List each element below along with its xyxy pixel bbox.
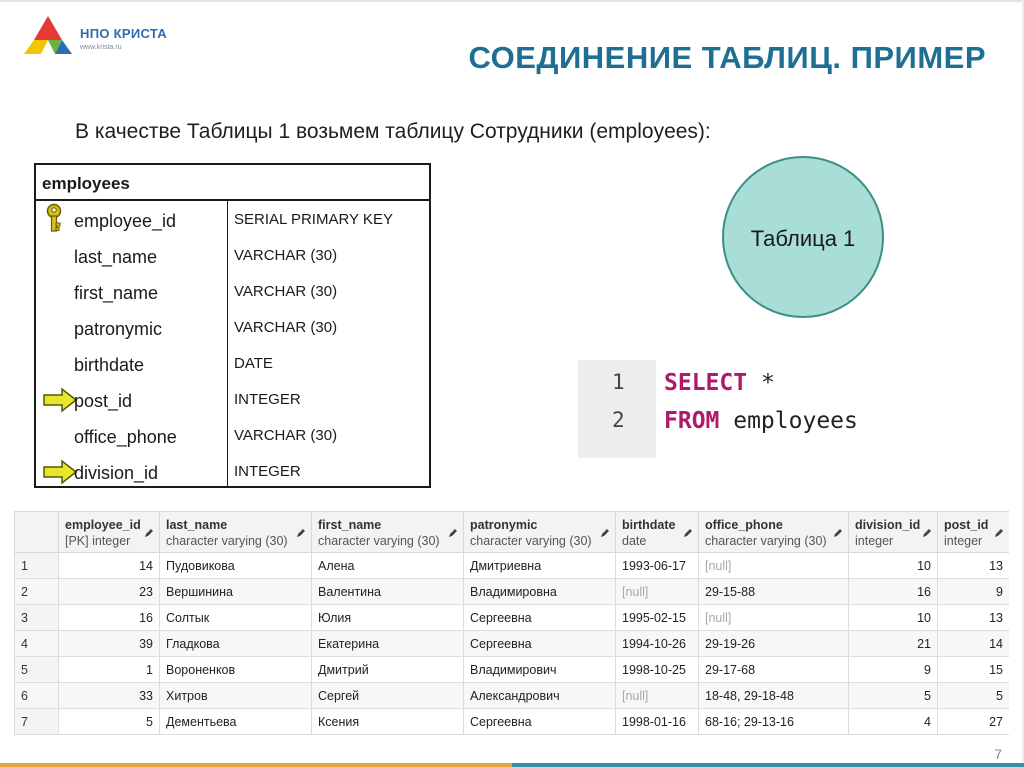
logo-name: НПО КРИСТА: [80, 26, 167, 41]
line-number: 2: [612, 408, 625, 432]
column-name: birthdate: [622, 518, 676, 532]
table-cell[interactable]: 29-17-68: [699, 657, 849, 683]
slide-title: СОЕДИНЕНИЕ ТАБЛИЦ. ПРИМЕР: [468, 40, 986, 75]
slide-top-border: [0, 0, 1024, 2]
row-number-cell: 7: [15, 709, 59, 735]
table-1-circle: [722, 156, 884, 318]
table-cell[interactable]: Вороненков: [160, 657, 312, 683]
table-cell[interactable]: 10: [849, 553, 938, 579]
sql-keyword: FROM: [664, 408, 720, 434]
column-name: patronymic: [470, 518, 538, 532]
table-cell[interactable]: 1993-06-17: [616, 553, 699, 579]
column-type: integer: [855, 534, 894, 548]
sql-text: employees: [719, 408, 858, 434]
schema-field-row: [36, 417, 429, 453]
row-number-cell: 4: [15, 631, 59, 657]
table-cell[interactable]: Алена: [312, 553, 464, 579]
line-number: 1: [612, 370, 625, 394]
table-cell[interactable]: 9: [849, 657, 938, 683]
table-cell[interactable]: 27: [938, 709, 1010, 735]
table-cell[interactable]: 9: [938, 579, 1010, 605]
table-cell[interactable]: Дементьева: [160, 709, 312, 735]
table-cell[interactable]: Солтык: [160, 605, 312, 631]
table-cell[interactable]: 10: [849, 605, 938, 631]
table-cell[interactable]: Сергеевна: [464, 631, 616, 657]
row-number-cell: 2: [15, 579, 59, 605]
table-cell[interactable]: 1998-10-25: [616, 657, 699, 683]
circle-label: Таблица 1: [750, 226, 856, 251]
logo-triangles-icon: [22, 14, 74, 62]
foreign-key-arrow-icon: [42, 387, 78, 413]
table-cell[interactable]: 1995-02-15: [616, 605, 699, 631]
table-cell[interactable]: Ксения: [312, 709, 464, 735]
table-cell[interactable]: 29-15-88: [699, 579, 849, 605]
table-cell[interactable]: [null]: [616, 579, 699, 605]
schema-table-name: employees: [36, 165, 429, 201]
table-cell[interactable]: 5: [849, 683, 938, 709]
schema-field-row: [36, 453, 429, 489]
table-cell[interactable]: Александрович: [464, 683, 616, 709]
table-cell[interactable]: 29-19-26: [699, 631, 849, 657]
table-cell[interactable]: Пудовикова: [160, 553, 312, 579]
table-row[interactable]: [15, 553, 1010, 579]
table-cell[interactable]: Вершинина: [160, 579, 312, 605]
table-cell[interactable]: 16: [59, 605, 160, 631]
field-name: birthdate: [74, 355, 145, 375]
table-cell[interactable]: 1998-01-16: [616, 709, 699, 735]
schema-field-row: [36, 345, 429, 381]
column-name: post_id: [944, 518, 989, 532]
table-cell[interactable]: 1: [59, 657, 160, 683]
schema-field-row: [36, 237, 429, 273]
bottom-bar-teal: [512, 763, 1024, 767]
table-row[interactable]: [15, 631, 1010, 657]
table-cell[interactable]: [null]: [616, 683, 699, 709]
field-type: VARCHAR (30): [234, 319, 338, 336]
column-type: date: [622, 534, 647, 548]
table-cell[interactable]: 4: [849, 709, 938, 735]
row-number-cell: 3: [15, 605, 59, 631]
page-number: 7: [994, 746, 1002, 762]
column-header[interactable]: [59, 512, 160, 553]
table-cell[interactable]: 13: [938, 605, 1010, 631]
field-type: VARCHAR (30): [234, 427, 338, 444]
table-cell[interactable]: Владимирович: [464, 657, 616, 683]
field-name: employee_id: [74, 211, 177, 231]
table-cell[interactable]: 23: [59, 579, 160, 605]
column-name: office_phone: [705, 518, 783, 532]
column-type: character varying (30): [166, 534, 288, 548]
column-name: last_name: [166, 518, 228, 532]
edit-pencil-icon: [600, 528, 610, 538]
sql-code-block: [578, 360, 898, 460]
schema-field-row: [36, 309, 429, 345]
column-type: [PK] integer: [65, 534, 131, 548]
sql-text: *: [747, 370, 775, 396]
table-cell[interactable]: 16: [849, 579, 938, 605]
row-number-header: [15, 512, 59, 553]
table-cell[interactable]: 33: [59, 683, 160, 709]
row-number-cell: 5: [15, 657, 59, 683]
table-cell[interactable]: 14: [59, 553, 160, 579]
column-header[interactable]: [699, 512, 849, 553]
table-cell[interactable]: [null]: [699, 605, 849, 631]
sql-keyword: SELECT: [664, 370, 748, 396]
table-cell[interactable]: Дмитриевна: [464, 553, 616, 579]
edit-pencil-icon: [296, 528, 306, 538]
edit-pencil-icon: [833, 528, 843, 538]
edit-pencil-icon: [144, 528, 154, 538]
field-name: patronymic: [74, 319, 163, 339]
table-cell[interactable]: Сергеевна: [464, 605, 616, 631]
key-icon: [44, 203, 68, 233]
field-name: last_name: [74, 247, 158, 267]
table-row[interactable]: [15, 605, 1010, 631]
edit-pencil-icon: [994, 528, 1004, 538]
column-header[interactable]: [160, 512, 312, 553]
field-name: division_id: [74, 463, 159, 483]
table-cell[interactable]: 5: [938, 683, 1010, 709]
table-cell[interactable]: Сергеевна: [464, 709, 616, 735]
column-header[interactable]: [312, 512, 464, 553]
table-cell[interactable]: 18-48, 29-18-48: [699, 683, 849, 709]
edit-pencil-icon: [683, 528, 693, 538]
table-cell[interactable]: [null]: [699, 553, 849, 579]
table-cell[interactable]: Хитров: [160, 683, 312, 709]
company-logo: [22, 14, 182, 64]
field-name: post_id: [74, 391, 133, 411]
table-cell[interactable]: Гладкова: [160, 631, 312, 657]
field-type: SERIAL PRIMARY KEY: [234, 211, 393, 228]
table-row[interactable]: [15, 579, 1010, 605]
table-cell[interactable]: 13: [938, 553, 1010, 579]
table-cell[interactable]: 68-16; 29-13-16: [699, 709, 849, 735]
edit-pencil-icon: [922, 528, 932, 538]
table-cell[interactable]: 21: [849, 631, 938, 657]
column-header[interactable]: [464, 512, 616, 553]
table-cell[interactable]: 15: [938, 657, 1010, 683]
field-type: INTEGER: [234, 463, 301, 480]
table-cell[interactable]: Юлия: [312, 605, 464, 631]
field-type: DATE: [234, 355, 273, 372]
query-result-grid: [14, 511, 1009, 737]
intro-text: В качестве Таблицы 1 возьмем таблицу Сотрудники (employees):: [75, 120, 711, 143]
schema-field-row: [36, 201, 429, 237]
table-cell[interactable]: Дмитрий: [312, 657, 464, 683]
column-header[interactable]: [616, 512, 699, 553]
grid-header-row: [15, 512, 1010, 553]
field-type: INTEGER: [234, 391, 301, 408]
table-row[interactable]: [15, 683, 1010, 709]
row-number-cell: 6: [15, 683, 59, 709]
column-name: division_id: [855, 518, 921, 532]
bottom-bar-orange: [0, 763, 512, 767]
column-type: character varying (30): [318, 534, 440, 548]
field-name: office_phone: [74, 427, 177, 447]
column-name: employee_id: [65, 518, 141, 532]
column-header[interactable]: [938, 512, 1010, 553]
column-name: first_name: [318, 518, 382, 532]
employees-schema: [34, 163, 431, 488]
code-line: [664, 370, 775, 396]
column-type: character varying (30): [470, 534, 592, 548]
field-name: first_name: [74, 283, 159, 303]
field-type: VARCHAR (30): [234, 247, 338, 264]
bottom-accent-bar: [0, 763, 1024, 767]
column-type: character varying (30): [705, 534, 827, 548]
logo-site: www.krista.ru: [80, 44, 122, 51]
row-number-cell: 1: [15, 553, 59, 579]
table-row[interactable]: [15, 709, 1010, 735]
column-header[interactable]: [849, 512, 938, 553]
table-cell[interactable]: Сергей: [312, 683, 464, 709]
schema-field-row: [36, 273, 429, 309]
table-cell[interactable]: 5: [59, 709, 160, 735]
edit-pencil-icon: [448, 528, 458, 538]
schema-field-row: [36, 381, 429, 417]
column-type: integer: [944, 534, 983, 548]
table-cell[interactable]: Владимировна: [464, 579, 616, 605]
table-cell[interactable]: Екатерина: [312, 631, 464, 657]
table-cell[interactable]: 39: [59, 631, 160, 657]
table-cell[interactable]: 1994-10-26: [616, 631, 699, 657]
foreign-key-arrow-icon: [42, 459, 78, 485]
code-line: [664, 408, 858, 434]
table-cell[interactable]: 14: [938, 631, 1010, 657]
field-type: VARCHAR (30): [234, 283, 338, 300]
table-cell[interactable]: Валентина: [312, 579, 464, 605]
table-row[interactable]: [15, 657, 1010, 683]
